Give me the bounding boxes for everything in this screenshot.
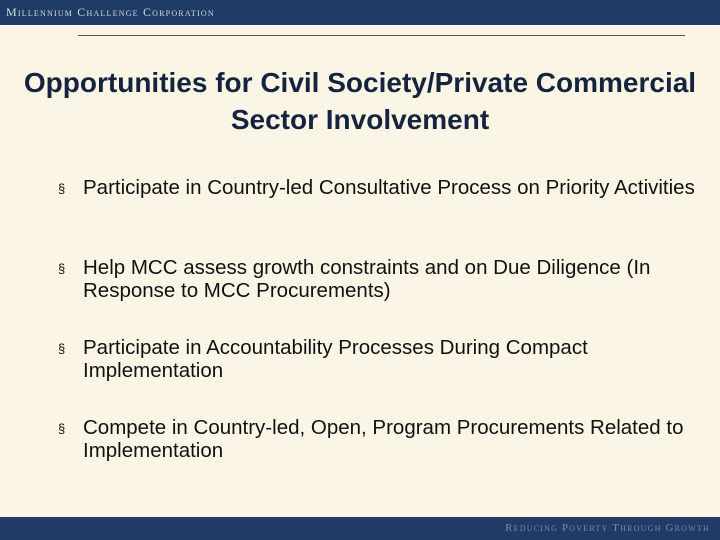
slide-title: Opportunities for Civil Society/Private Commercial Sector Involvement (23, 67, 697, 135)
footer-bar (0, 517, 720, 540)
bullet-item (58, 336, 698, 416)
bullet-marker-icon: § (58, 261, 66, 276)
bullet-item (58, 416, 698, 496)
bullet-text: Help MCC assess growth constraints and on Due Diligence (In Response to MCC Procurements) (83, 256, 651, 302)
header-divider (78, 35, 685, 36)
bullet-list (58, 176, 698, 496)
bullet-marker-icon: § (58, 421, 66, 436)
footer-tagline: Reducing Poverty Through Growth (505, 522, 710, 534)
bullet-text: Compete in Country-led, Open, Program Procurements Related to Implementation (83, 416, 684, 462)
bullet-marker-icon: § (58, 341, 66, 356)
bullet-text: Participate in Country-led Consultative Process on Priority Activities (83, 176, 695, 199)
bullet-item (58, 176, 698, 256)
bullet-text: Participate in Accountability Processes During Compact Implementation (83, 336, 588, 382)
header-bar (0, 0, 720, 25)
organization-name: Millennium Challenge Corporation (6, 5, 215, 19)
bullet-marker-icon: § (58, 181, 66, 196)
bullet-item (58, 256, 698, 336)
